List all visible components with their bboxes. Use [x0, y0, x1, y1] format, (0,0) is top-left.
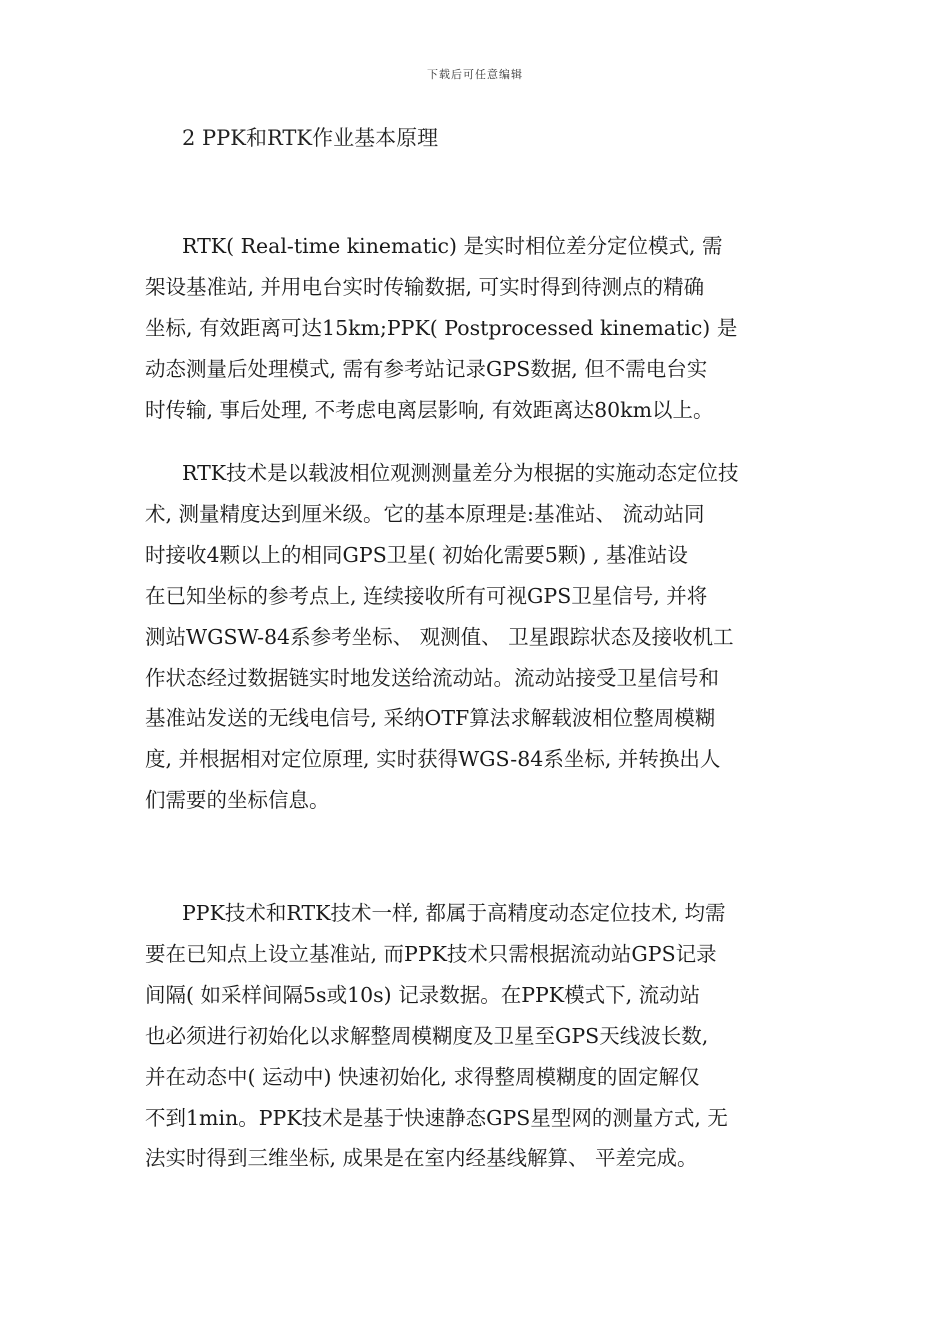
paragraph-rtk-ppk-intro [145, 226, 805, 431]
paragraph-rtk-principle [145, 453, 805, 821]
paragraph-line: 在已知坐标的参考点上, 连续接收所有可视GPS卫星信号, 并将 [145, 583, 708, 608]
paragraph-line: 基准站发送的无线电信号, 采纳OTF算法求解载波相位整周模糊 [145, 706, 716, 731]
page-header: 下载后可任意编辑 [427, 68, 523, 81]
paragraph-line: 架设基准站, 并用电台实时传输数据, 可实时得到待测点的精确 [145, 274, 705, 299]
section-heading: 2 PPK和RTK作业基本原理 [182, 126, 439, 150]
paragraph-line: 并在动态中( 运动中) 快速初始化, 求得整周模糊度的固定解仅 [145, 1064, 700, 1089]
paragraph-ppk-principle [145, 893, 805, 1179]
paragraph-line: 测站WGSW-84系参考坐标、 观测值、 卫星跟踪状态及接收机工 [145, 624, 734, 649]
paragraph-line: 法实时得到三维坐标, 成果是在室内经基线解算、 平差完成。 [145, 1146, 698, 1171]
paragraph-line: 间隔( 如采样间隔5s或10s) 记录数据。在PPK模式下, 流动站 [145, 982, 701, 1007]
paragraph-line: 们需要的坐标信息。 [145, 788, 330, 813]
paragraph-line: RTK( Real-time kinematic) 是实时相位差分定位模式, 需 [182, 234, 723, 258]
paragraph-line: 动态测量后处理模式, 需有参考站记录GPS数据, 但不需电台实 [145, 356, 708, 381]
paragraph-line: 度, 并根据相对定位原理, 实时获得WGS-84系坐标, 并转换出人 [145, 747, 721, 772]
paragraph-line: 也必须进行初始化以求解整周模糊度及卫星至GPS天线波长数, [145, 1023, 709, 1048]
paragraph-line: 坐标, 有效距离可达15km;PPK( Postprocessed kinematic) 是 [145, 315, 738, 340]
paragraph-line: RTK技术是以载波相位观测测量差分为根据的实施动态定位技 [182, 461, 739, 485]
paragraph-line: 不到1min。PPK技术是基于快速静态GPS星型网的测量方式, 无 [145, 1105, 728, 1130]
paragraph-line: 作状态经过数据链实时地发送给流动站。流动站接受卫星信号和 [145, 665, 719, 690]
paragraph-line: PPK技术和RTK技术一样, 都属于高精度动态定位技术, 均需 [182, 901, 726, 925]
paragraph-line: 时接收4颗以上的相同GPS卫星( 初始化需要5颗) , 基准站设 [145, 542, 688, 567]
paragraph-line: 术, 测量精度达到厘米级。它的基本原理是:基准站、 流动站同 [145, 501, 705, 526]
paragraph-line: 时传输, 事后处理, 不考虑电离层影响, 有效距离达80km以上。 [145, 397, 714, 422]
paragraph-line: 要在已知点上设立基准站, 而PPK技术只需根据流动站GPS记录 [145, 941, 717, 966]
